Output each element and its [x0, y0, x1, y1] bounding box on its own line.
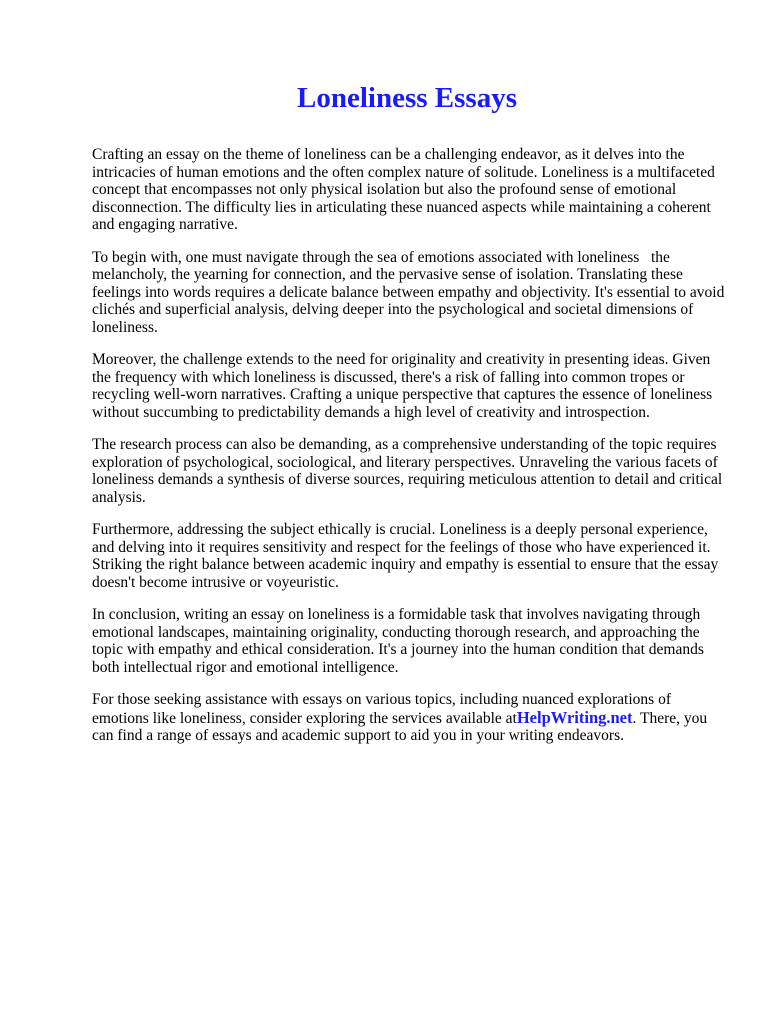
page-title: Loneliness Essays	[297, 82, 517, 114]
closing-text-after-link: . There, you can find a range of essays and academic support to aid you in your writing endeavors.	[92, 709, 708, 744]
paragraph-originality: Moreover, the challenge extends to the need for originality and creativity in presenting ideas. Given the frequency with which loneliness is discussed, there's a risk of falling into common tropes or recycling well-worn narratives. Crafting a unique perspective that captures the essence of loneliness without succumbing to predictability demands a high level of creativity and introspection.	[92, 351, 713, 421]
paragraph-conclusion: In conclusion, writing an essay on loneliness is a formidable task that involves navigating through emotional landscapes, maintaining originality, conducting thorough research, and approaching the topic with empathy and ethical consideration. It's a journey into the human condition that demands both intellectual rigor and emotional intelligence.	[92, 606, 704, 676]
paragraph-intro: Crafting an essay on the theme of loneliness can be a challenging endeavor, as it delves into the intricacies of human emotions and the often complex nature of solitude. Loneliness is a multifaceted concept that encompasses not only physical isolation but also the profound sense of emotional disconnection. The difficulty lies in articulating these nuanced aspects while maintaining a coherent and engaging narrative.	[92, 146, 715, 233]
closing-text-before-link: For those seeking assistance with essays on various topics, including nuanced explorations of emotions like loneliness, consider exploring the services available at	[92, 691, 671, 727]
essay-body	[92, 146, 728, 760]
paragraph-emotions: To begin with, one must navigate through the sea of emotions associated with loneliness the melancholy, the yearning for connection, and the pervasive sense of isolation. Translating these feelings into words requires a delicate balance between empathy and objectivity. It's essential to avoid clichés and superficial analysis, delving deeper into the psychological and societal dimensions of loneliness.	[92, 248, 725, 336]
helpwriting-link[interactable]: HelpWriting.net	[516, 707, 633, 727]
paragraph-closing	[92, 691, 728, 745]
paragraph-ethics: Furthermore, addressing the subject ethically is crucial. Loneliness is a deeply personal experience, and delving into it requires sensitivity and respect for the feelings of those who have experienced it. Striking the right balance between academic inquiry and empathy is essential to ensure that the essay doesn't become intrusive or voyeuristic.	[92, 521, 719, 591]
paragraph-research: The research process can also be demanding, as a comprehensive understanding of the topic requires exploration of psychological, sociological, and literary perspectives. Unraveling the various facets of loneliness demands a synthesis of diverse sources, requiring meticulous attention to detail and critical analysis.	[92, 436, 723, 506]
